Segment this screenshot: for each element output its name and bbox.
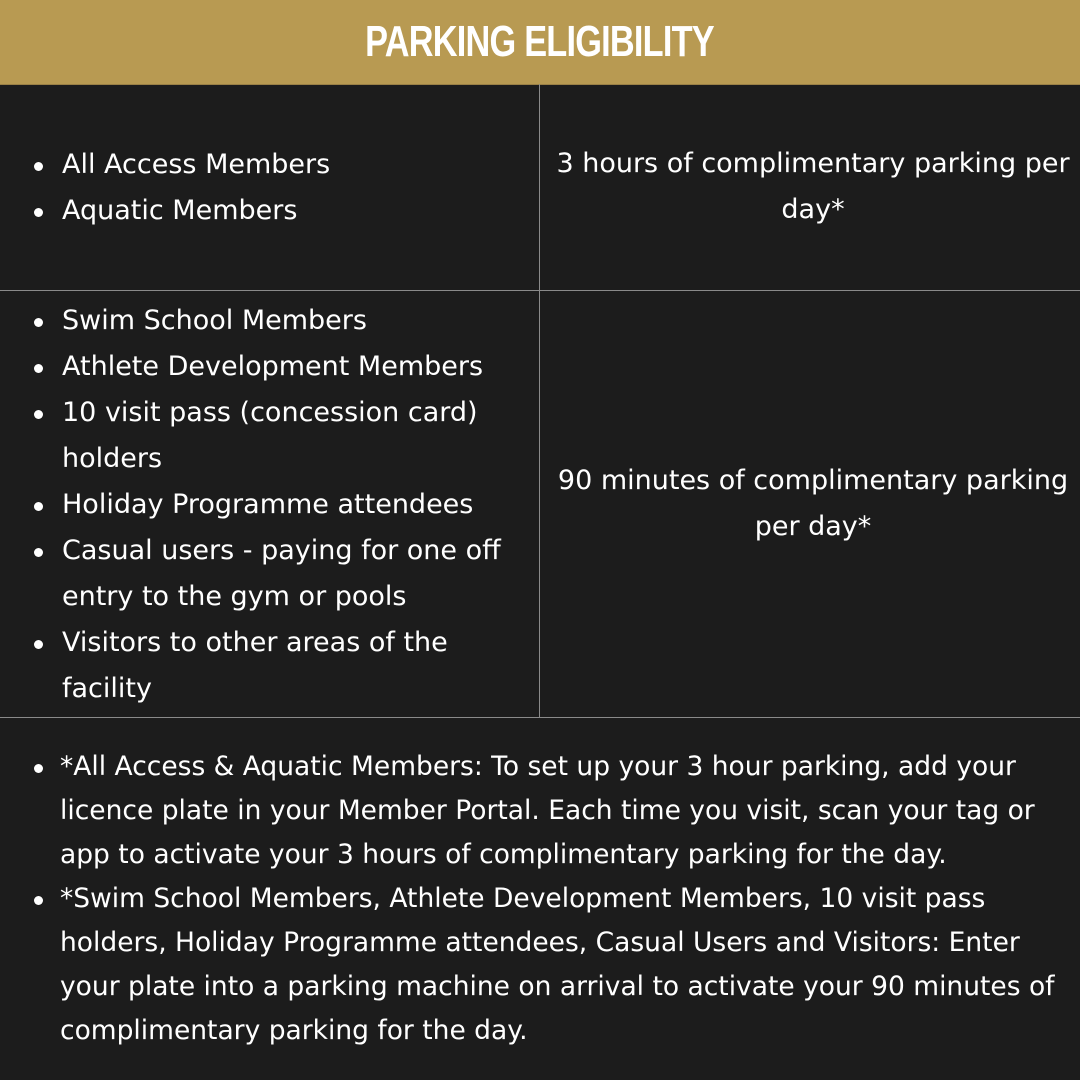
eligible-groups-cell bbox=[0, 291, 540, 717]
header-banner bbox=[0, 0, 1080, 85]
note-item: *All Access & Aquatic Members: To set up your 3 hour parking, add your licence plate in your Member Portal. Each time you visit, scan your tag or app to activate your 3 hours of complimentary parking for the day. bbox=[0, 745, 1070, 877]
eligible-groups-list bbox=[0, 142, 520, 234]
eligible-groups-cell bbox=[0, 84, 540, 290]
notes-section bbox=[0, 718, 1080, 1080]
notes-list bbox=[0, 745, 1070, 1053]
list-item: Casual users - paying for one off entry to the gym or pools bbox=[0, 528, 510, 620]
page-title: PARKING ELIGIBILITY bbox=[365, 17, 715, 66]
list-item: Aquatic Members bbox=[0, 188, 520, 234]
list-item: 10 visit pass (concession card) holders bbox=[0, 390, 510, 482]
note-item: *Swim School Members, Athlete Development Members, 10 visit pass holders, Holiday Programme attendees, Casual Users and Visitors: Enter your plate into a parking machine on arrival to activate your 90 minutes of complimentary parking for the day. bbox=[0, 877, 1070, 1053]
list-item: Visitors to other areas of the facility bbox=[0, 620, 510, 712]
allowance-text: 3 hours of complimentary parking per day* bbox=[556, 148, 1070, 225]
list-item: Holiday Programme attendees bbox=[0, 482, 510, 528]
list-item: Athlete Development Members bbox=[0, 344, 510, 390]
allowance-cell bbox=[540, 291, 1080, 717]
eligibility-row-members bbox=[0, 84, 1080, 291]
eligible-groups-list bbox=[0, 298, 510, 712]
allowance-text: 90 minutes of complimentary parking per day* bbox=[557, 465, 1069, 542]
eligibility-row-casual bbox=[0, 291, 1080, 718]
list-item: All Access Members bbox=[0, 142, 520, 188]
allowance-cell bbox=[540, 84, 1080, 290]
list-item: Swim School Members bbox=[0, 298, 510, 344]
